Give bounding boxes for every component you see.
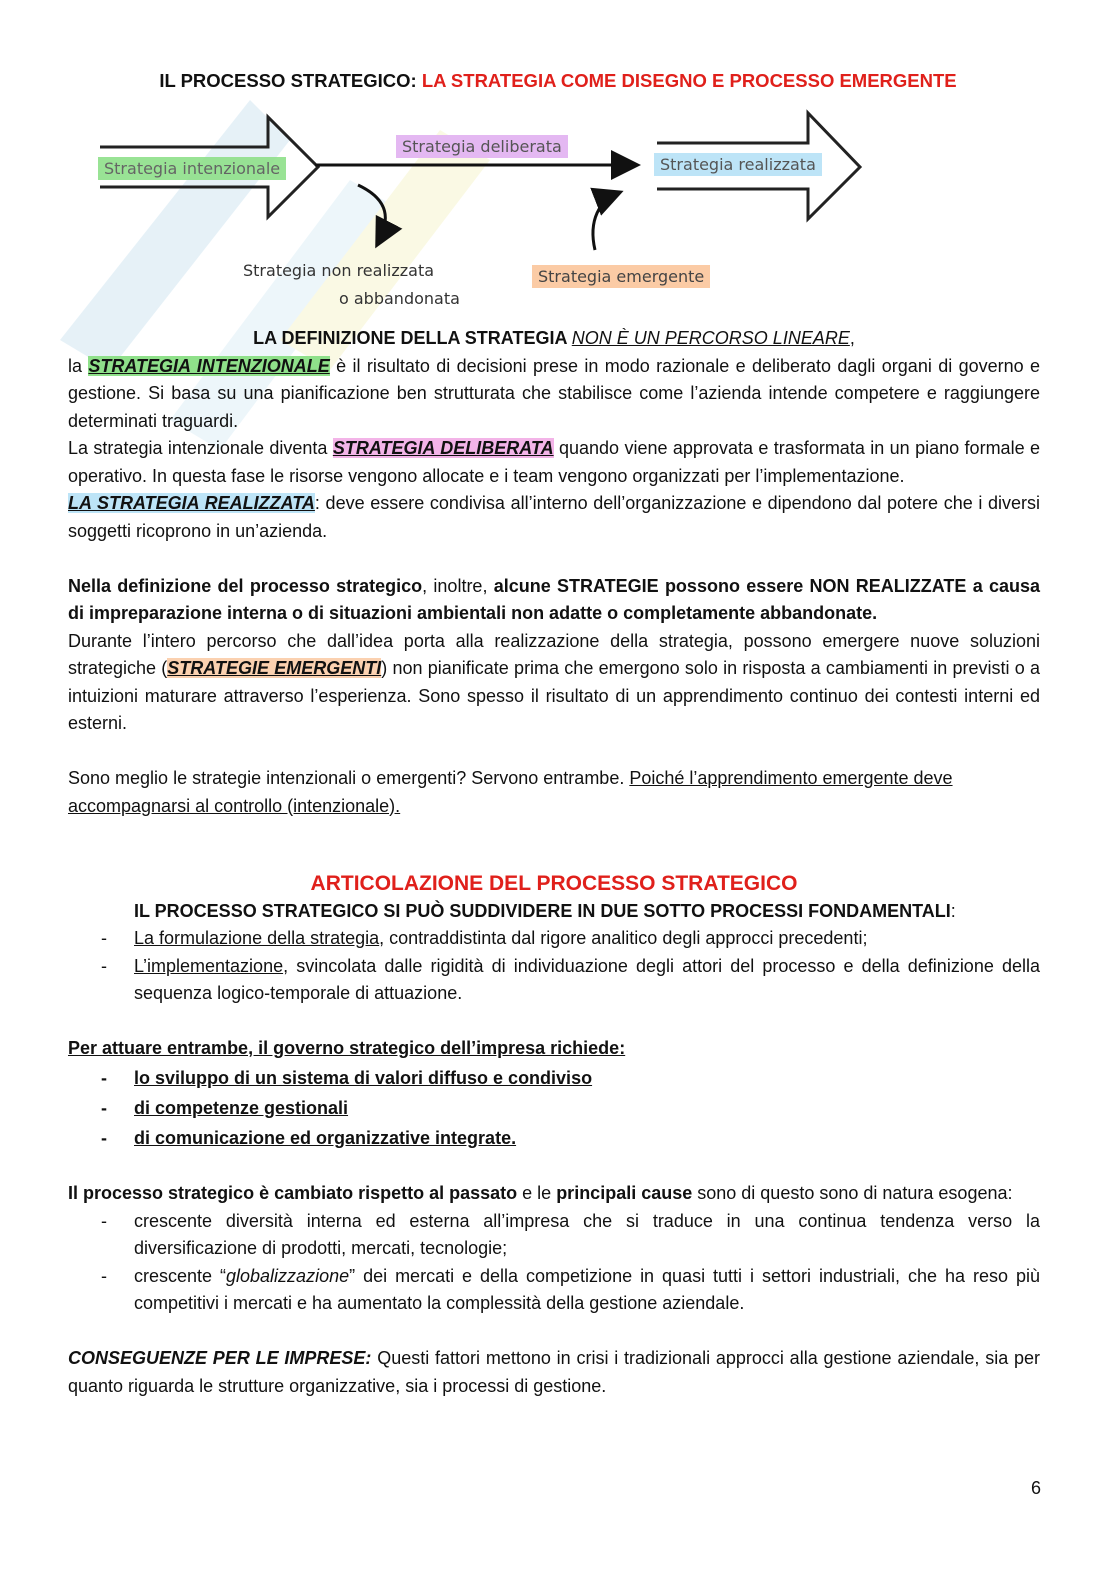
p4-bold2: alcune STRATEGIE possono essere NON REALIZZATE a causa di impreparazione interna o di situazioni ambientali non adatte o completamente abbandonate. [68, 575, 1041, 623]
subprocess-heading [68, 898, 1040, 926]
governance-list [68, 1063, 1040, 1153]
paragraph-realizzata [68, 490, 1040, 545]
list-item: - lo sviluppo di un sistema di valori diffuso e condiviso [134, 1063, 1040, 1093]
cause-text-b: ” dei mercati e della competizione in quasi tutti i settori industriali, che ha reso più competitivi i mercati e ha aumentato la complessità della gestione aziendale. [134, 1265, 1040, 1313]
title-red: LA STRATEGIA COME DISEGNO E PROCESSO EMERGENTE [421, 70, 957, 91]
list-item: - di comunicazione ed organizzative integrate. [134, 1123, 1040, 1153]
list-item [134, 1208, 1040, 1263]
term-emergenti: STRATEGIE EMERGENTI [167, 658, 382, 678]
subprocess-heading-end: : [950, 900, 956, 921]
paragraph-non-realizzate [68, 573, 1040, 628]
definition-heading-end: , [849, 328, 855, 348]
p5-a: Durante l’intero percorso che dall’idea porta alla realizzazione della strategia, possono emergere nuove soluzioni strategiche ( [68, 630, 1040, 678]
subprocess-list [68, 925, 1040, 1008]
cause-text-a: crescente “ [134, 1265, 227, 1286]
cause-text-italic: globalizzazione [226, 1265, 350, 1286]
change-end: sono di questo sono di natura esogena: [692, 1183, 1013, 1203]
p1-a: la [68, 355, 89, 376]
p1-b: è il risultato di decisioni prese in modo razionale e deliberato dagli organi di governo e gestione. Si basa su una pianificazione ben strutturata che stabilisce come l’azienda intende competere e raggiungere determinati traguardi. [68, 355, 1040, 431]
paragraph-consequences [68, 1345, 1040, 1400]
change-bold1: Il processo strategico è cambiato rispetto al passato [68, 1183, 518, 1203]
spacer [68, 738, 1040, 766]
label-deliberata: Strategia deliberata [396, 135, 568, 158]
label-realizzata: Strategia realizzata [654, 153, 822, 176]
definition-heading-italic: NON È UN PERCORSO LINEARE [571, 328, 850, 348]
paragraph-deliberata [68, 435, 1040, 490]
list-item: - di competenze gestionali [134, 1093, 1040, 1123]
change-bold2: principali cause [556, 1183, 693, 1203]
label-abbandonata: o abbandonata [339, 289, 460, 308]
item-term: L’implementazione [134, 955, 284, 976]
title-black: IL PROCESSO STRATEGICO [159, 70, 411, 91]
cause-text: crescente diversità interna ed esterna all’impresa che si traduce in una continua tendenza verso la diversificazione di prodotti, mercati, tecnologie; [134, 1210, 1040, 1258]
strategy-diagram [90, 105, 890, 320]
subprocess-heading-bold: IL PROCESSO STRATEGICO SI PUÒ SUDDIVIDERE IN DUE SOTTO PROCESSI FONDAMENTALI [134, 900, 951, 921]
list-item [134, 1263, 1040, 1318]
title-separator: : [410, 70, 422, 91]
label-non-realizzata: Strategia non realizzata [243, 261, 435, 280]
p4-bold1: Nella definizione del processo strategico [68, 575, 423, 596]
list-item [134, 953, 1040, 1008]
p6-a: Sono meglio le strategie intenzionali o emergenti? Servono entrambe. [68, 768, 630, 788]
term-realizzata: LA STRATEGIA REALIZZATA [68, 493, 315, 513]
spacer [68, 545, 1040, 573]
change-mid: e le [517, 1183, 557, 1203]
term-deliberata: STRATEGIA DELIBERATA [332, 438, 554, 458]
definition-heading [68, 325, 1040, 353]
emergent-arrow [593, 193, 618, 250]
item-text: , svincolata dalle rigidità di individuazione degli attori del processo e della definizione della sequenza logico-temporale di attuazione. [134, 955, 1040, 1003]
unrealized-arrow [358, 185, 385, 243]
p5-b: ) non pianificate prima che emergono solo in risposta a cambiamenti in previsti o a intuizioni maturare attraverso l’esperienza. Sono spesso il risultato di un apprendimento continuo dei contesti interni ed esterni. [68, 658, 1040, 733]
p4-mid: , inoltre, [422, 575, 494, 596]
page-title [0, 70, 1116, 92]
causes-list [68, 1208, 1040, 1318]
page-number: 6 [1030, 1478, 1041, 1498]
paragraph-question [68, 765, 1040, 820]
label-emergente: Strategia emergente [532, 265, 710, 288]
spacer [68, 1008, 1040, 1036]
spacer [68, 1318, 1040, 1346]
item-term: La formulazione della strategia [134, 928, 380, 948]
item-text: , contraddistinta dal rigore analitico degli approcci precedenti; [379, 928, 868, 948]
paragraph-intenzionale [68, 353, 1040, 436]
section-title-articolazione: ARTICOLAZIONE DEL PROCESSO STRATEGICO [310, 872, 798, 895]
section-articolazione [68, 870, 1040, 1400]
consequences-text: Questi fattori mettono in crisi i tradizionali approcci alla gestione aziendale, sia per quanto riguarda le strutture organizzative, sia i processi di gestione. [68, 1348, 1041, 1396]
definition-heading-bold: LA DEFINIZIONE DELLA STRATEGIA [253, 328, 572, 348]
list-item [134, 925, 1040, 953]
consequences-label: CONSEGUENZE PER LE IMPRESE: [68, 1348, 372, 1368]
paragraph-emergenti [68, 628, 1040, 738]
spacer [68, 1153, 1040, 1181]
term-intenzionale: STRATEGIA INTENZIONALE [88, 355, 330, 376]
p6-underlined: Poiché l’apprendimento emergente deve accompagnarsi al controllo (intenzionale). [68, 768, 953, 816]
section-definition [68, 325, 1040, 820]
p2-a: La strategia intenzionale diventa [68, 438, 333, 458]
p2-b: quando viene approvata e trasformata in un piano formale e operativo. In questa fase le risorse vengono allocate e i team vengono organizzati per l’implementazione. [68, 438, 1041, 486]
governance-heading: Per attuare entrambe, il governo strategico dell’impresa richiede: [68, 1038, 626, 1058]
label-intenzionale: Strategia intenzionale [98, 157, 286, 180]
paragraph-change [68, 1180, 1040, 1208]
p3-b: : deve essere condivisa all’interno dell’organizzazione e dipendono dal potere che i diversi soggetti ricoprono in un’azienda. [68, 493, 1040, 541]
